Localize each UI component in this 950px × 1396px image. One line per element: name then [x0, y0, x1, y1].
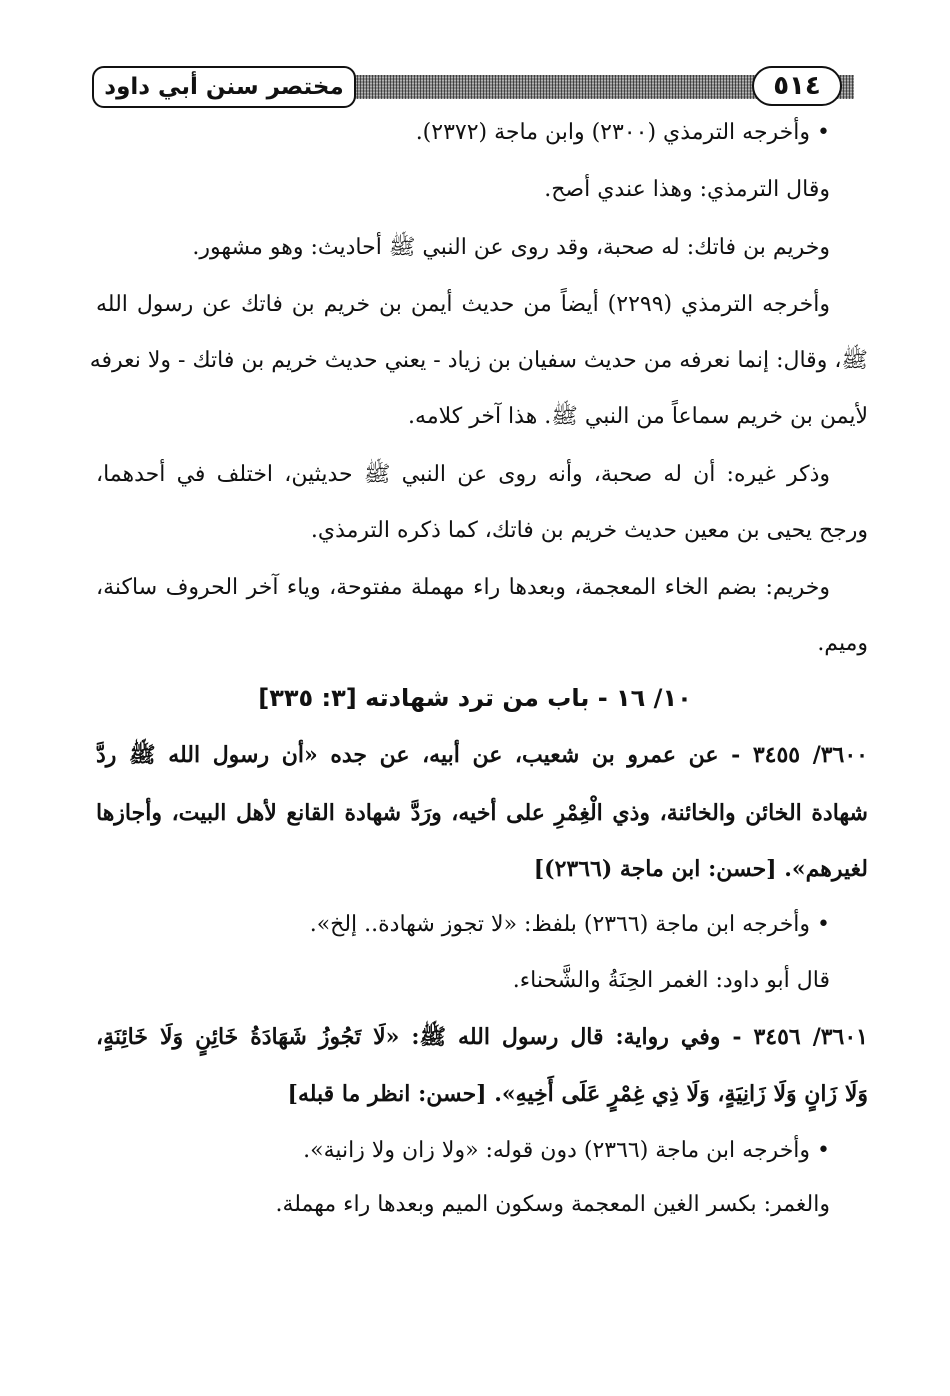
bullet-line: • وأخرجه الترمذي (٢٣٠٠) وابن ماجة (٢٣٧٢). — [415, 120, 830, 145]
paragraph-line: وميم. — [817, 631, 868, 656]
paragraph-line: وقال الترمذي: وهذا عندي أصح. — [544, 177, 830, 202]
hadith-line: شهادة الخائن والخائنة، وذي الْغِمْرِ على أخيه، ورَدَّ شهادة القانع لأهل البيت، وأجازها — [96, 800, 868, 826]
paragraph-line: وأخرجه الترمذي (٢٢٩٩) أيضاً من حديث أيمن بن خريم بن فاتك عن رسول الله — [96, 292, 830, 317]
hadith-line: ٣٦٠٠/ ٣٤٥٥ - عن عمرو بن شعيب، عن أبيه، عن جده «أن رسول الله ﷺ ردَّ — [96, 742, 868, 768]
paragraph-line: ﷺ، وقال: إنما نعرفه من حديث سفيان بن زياد - يعني حديث خريم بن فاتك - ولا نعرفه — [89, 348, 868, 373]
paragraph-line: لأيمن بن خريم سماعاً من النبي ﷺ. هذا آخر كلامه. — [408, 404, 868, 429]
paragraph-line: ورجح يحيى بن معين حديث خريم بن فاتك، كما ذكره الترمذي. — [310, 518, 868, 543]
hadith-line: لغيرهم». [حسن: ابن ماجة (٢٣٦٦)] — [533, 856, 868, 882]
book-title: مختصر سنن أبي داود — [92, 66, 356, 108]
paragraph-line: وذكر غيره: أن له صحبة، وأنه روى عن النبي ﷺ حديثين، اختلف في أحدهما، — [96, 462, 830, 487]
hadith-line: وَلَا زَانٍ وَلَا زَانِيَةٍ، وَلَا ذِي غِمْرٍ عَلَى أَخِيهِ». [حسن: انظر ما قبله] — [287, 1081, 868, 1107]
page-header — [92, 66, 862, 110]
hadith-line: ٣٦٠١/ ٣٤٥٦ - وفي رواية: قال رسول الله ﷺ: «لَا تَجُوزُ شَهَادَةُ خَائِنٍ وَلَا خَائِنَةٍ، — [96, 1024, 868, 1050]
paragraph-line: وخريم: بضم الخاء المعجمة، وبعدها راء مهملة مفتوحة، وياء آخر الحروف ساكنة، — [96, 575, 830, 600]
paragraph-line: والغمر: بكسر الغين المعجمة وسكون الميم وبعدها راء مهملة. — [275, 1192, 830, 1217]
bullet-line: • وأخرجه ابن ماجة (٢٣٦٦) دون قوله: «ولا زان ولا زانية». — [303, 1138, 830, 1163]
bullet-line: • وأخرجه ابن ماجة (٢٣٦٦) بلفظ: «لا تجوز شهادة.. إلخ». — [309, 912, 830, 937]
chapter-heading: ١٠/ ١٦ - باب من ترد شهادته [٣: ٣٣٥] — [258, 684, 692, 712]
page-number: ٥١٤ — [752, 66, 842, 106]
paragraph-line: وخريم بن فاتك: له صحبة، وقد روى عن النبي ﷺ أحاديث: وهو مشهور. — [192, 235, 830, 260]
paragraph-line: قال أبو داود: الغمر الحِنَةُ والشَّحناء. — [512, 968, 830, 993]
